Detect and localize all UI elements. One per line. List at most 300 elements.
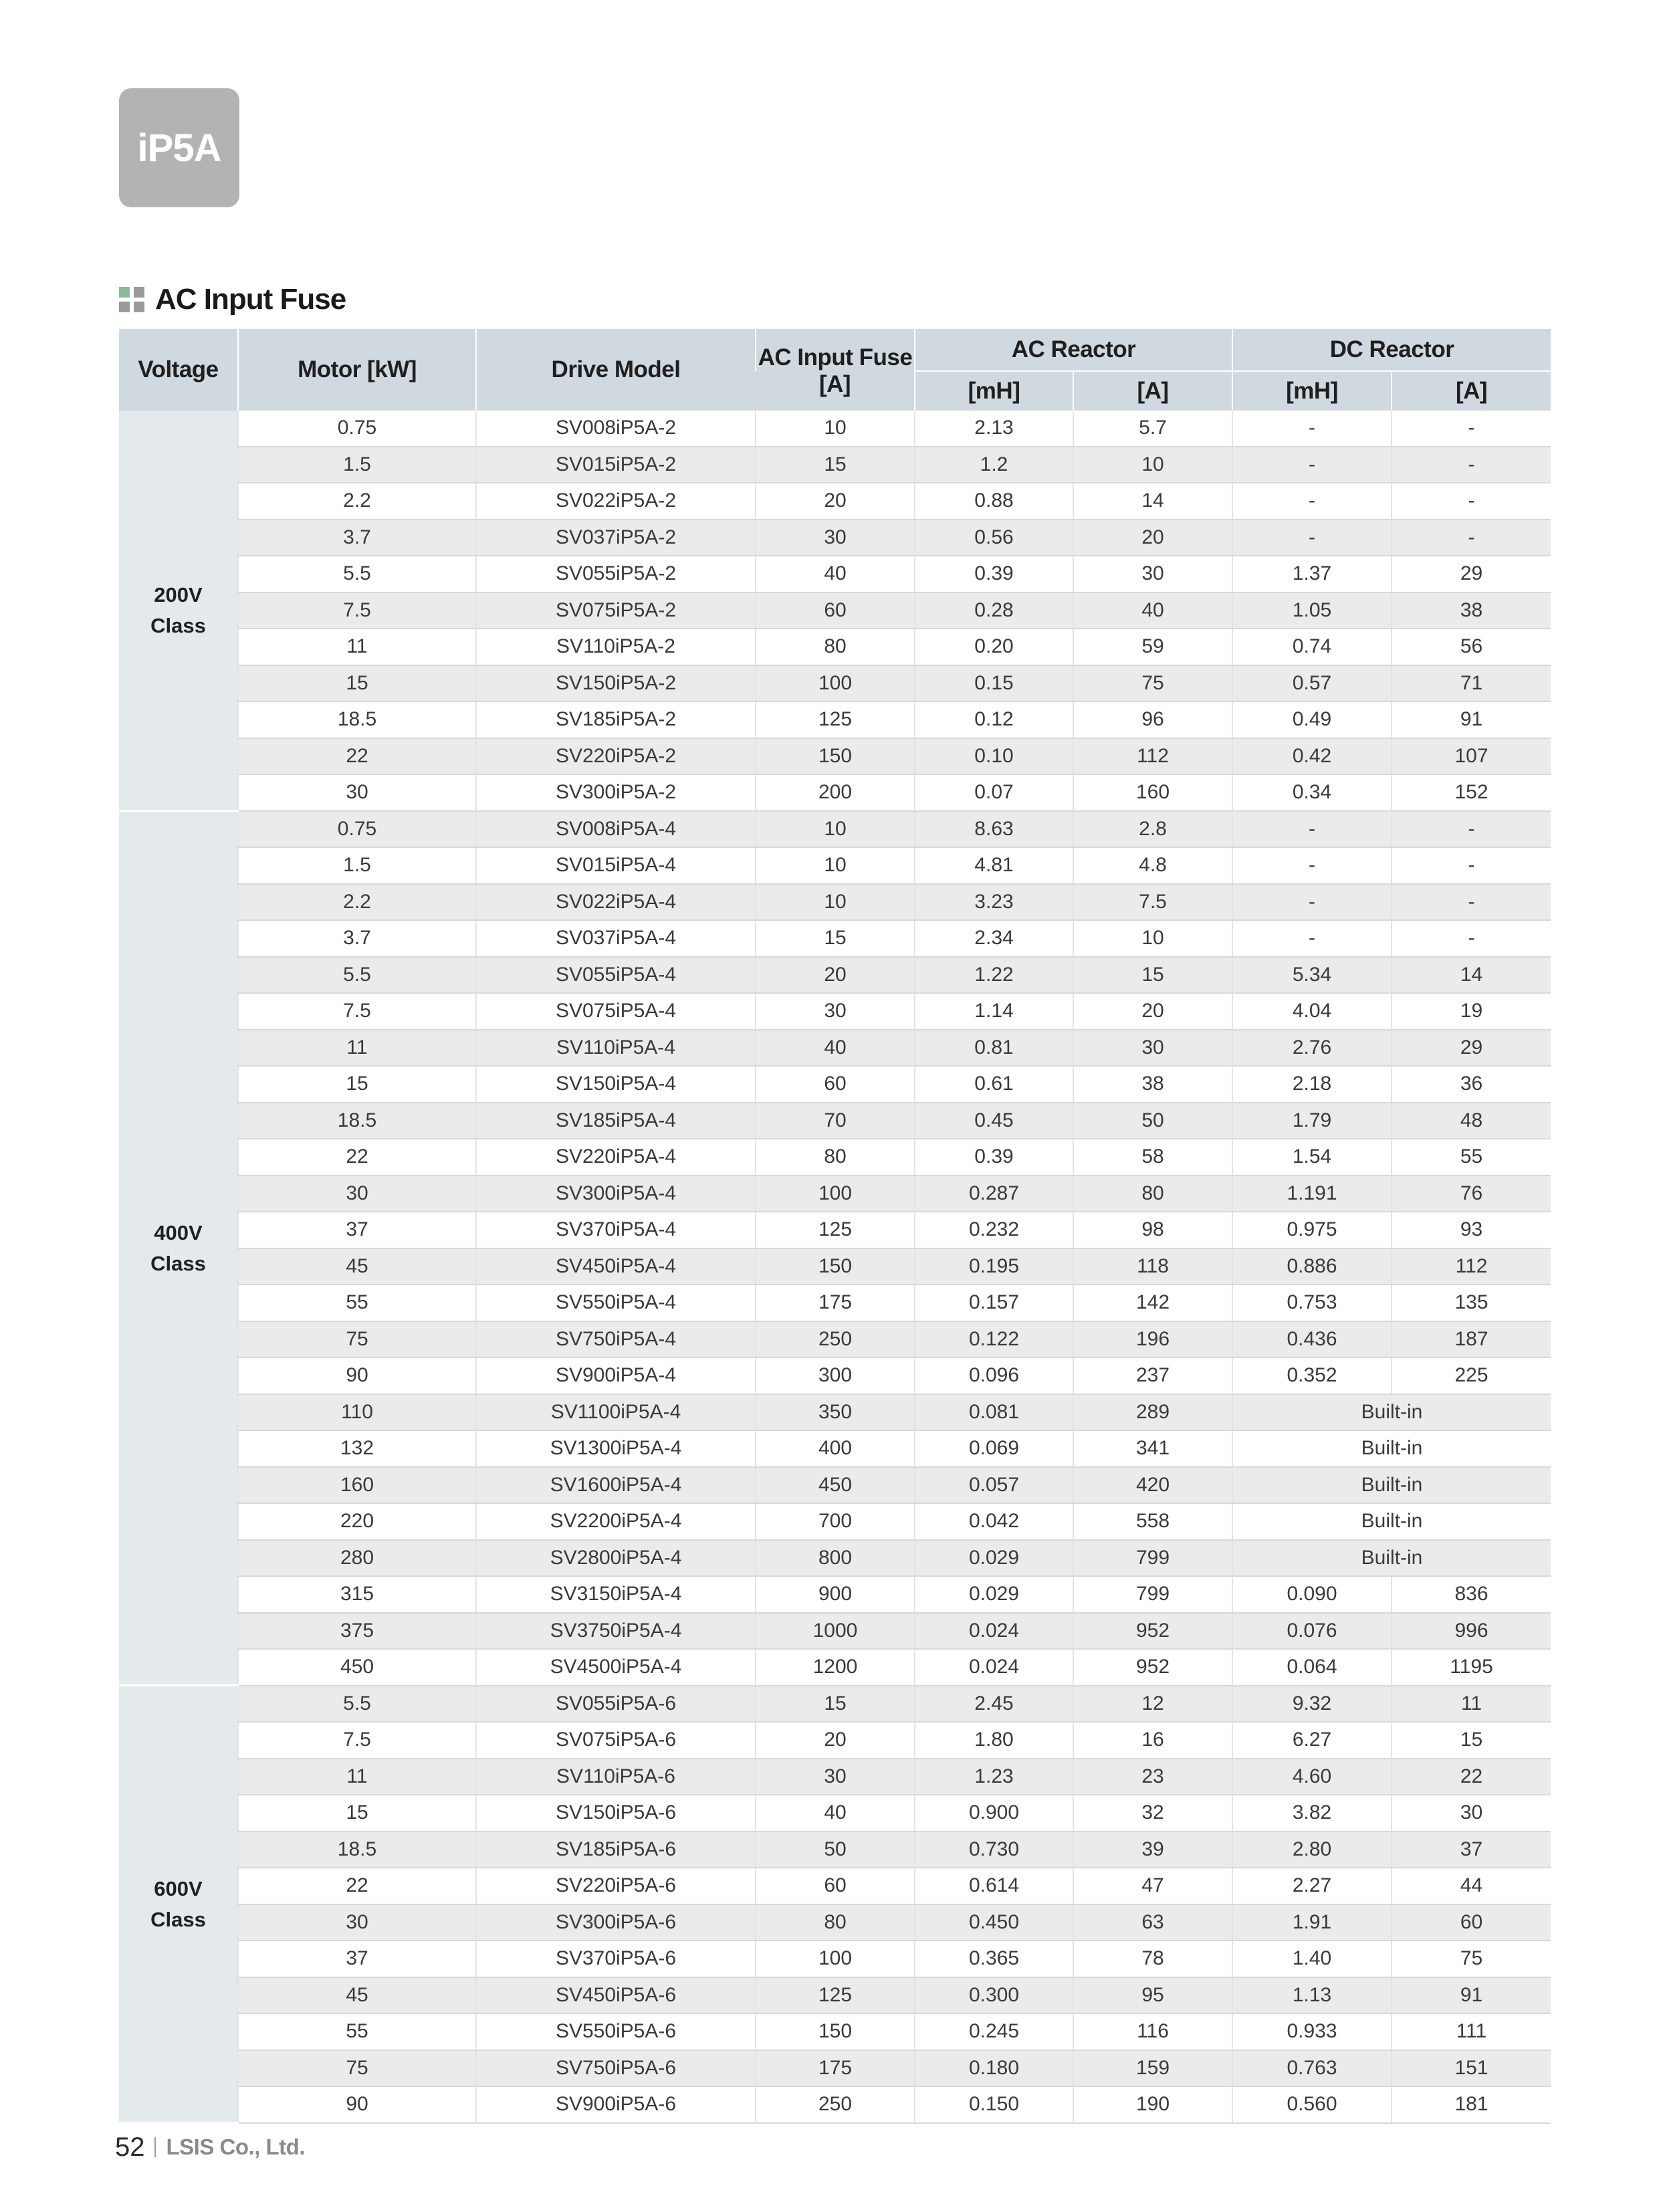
header-dc-mh: [mH] (1232, 371, 1392, 411)
dc-a-cell: 836 (1392, 1576, 1551, 1613)
fuse-a-cell: 30 (756, 1759, 915, 1795)
dc-mh-cell: 9.32 (1232, 1686, 1392, 1723)
dc-mh-cell: 0.34 (1232, 774, 1392, 811)
table-row (119, 520, 1551, 556)
drive-model-cell: SV055iP5A-4 (476, 957, 756, 994)
dc-a-cell: 14 (1392, 957, 1551, 994)
table-row (119, 556, 1551, 592)
ac-mh-cell: 0.20 (915, 629, 1073, 665)
voltage-class-label: 200V (154, 582, 203, 606)
ac-a-cell: 16 (1073, 1722, 1232, 1759)
table-row (119, 847, 1551, 884)
ac-mh-cell: 8.63 (915, 811, 1073, 848)
table-row (119, 1686, 1551, 1723)
motor-kw-cell: 15 (238, 665, 476, 702)
table-row (119, 1467, 1551, 1504)
table-row (119, 665, 1551, 702)
drive-model-cell: SV150iP5A-6 (476, 1795, 756, 1832)
dc-mh-cell: - (1232, 483, 1392, 520)
fuse-a-cell: 60 (756, 1868, 915, 1904)
fuse-a-cell: 1000 (756, 1613, 915, 1650)
dc-reactor-cell: Built-in (1232, 1430, 1551, 1467)
table-row (119, 957, 1551, 994)
motor-kw-cell: 1.5 (238, 447, 476, 483)
ac-a-cell: 5.7 (1073, 411, 1232, 447)
dc-a-cell: 91 (1392, 701, 1551, 738)
fuse-a-cell: 15 (756, 1686, 915, 1723)
ac-mh-cell: 4.81 (915, 847, 1073, 884)
dc-a-cell: 112 (1392, 1248, 1551, 1285)
ac-a-cell: 799 (1073, 1540, 1232, 1577)
drive-model-cell: SV075iP5A-4 (476, 993, 756, 1030)
motor-kw-cell: 22 (238, 1868, 476, 1904)
dc-a-cell: 48 (1392, 1103, 1551, 1139)
dc-a-cell: 55 (1392, 1139, 1551, 1176)
table-row (119, 1576, 1551, 1613)
fuse-a-cell: 10 (756, 811, 915, 848)
ac-a-cell: 59 (1073, 629, 1232, 665)
motor-kw-cell: 30 (238, 774, 476, 811)
ac-mh-cell: 0.900 (915, 1795, 1073, 1832)
table-row (119, 1030, 1551, 1067)
ac-a-cell: 32 (1073, 1795, 1232, 1832)
motor-kw-cell: 450 (238, 1649, 476, 1686)
motor-kw-cell: 22 (238, 1139, 476, 1176)
fuse-a-cell: 100 (756, 665, 915, 702)
ac-a-cell: 10 (1073, 920, 1232, 957)
header-motor: Motor [kW] (238, 329, 476, 411)
ac-mh-cell: 1.23 (915, 1759, 1073, 1795)
ac-a-cell: 952 (1073, 1613, 1232, 1650)
dc-mh-cell: 4.04 (1232, 993, 1392, 1030)
motor-kw-cell: 7.5 (238, 993, 476, 1030)
ac-a-cell: 38 (1073, 1066, 1232, 1103)
dc-mh-cell: 1.37 (1232, 556, 1392, 592)
ac-mh-cell: 0.029 (915, 1576, 1073, 1613)
ac-a-cell: 952 (1073, 1649, 1232, 1686)
ac-mh-cell: 0.28 (915, 592, 1073, 629)
table-row (119, 2086, 1551, 2123)
motor-kw-cell: 0.75 (238, 411, 476, 447)
dc-mh-cell: 0.436 (1232, 1321, 1392, 1358)
table-row (119, 738, 1551, 775)
motor-kw-cell: 3.7 (238, 920, 476, 957)
fuse-a-cell: 10 (756, 847, 915, 884)
drive-model-cell: SV750iP5A-6 (476, 2050, 756, 2087)
table-row (119, 1139, 1551, 1176)
fuse-a-cell: 40 (756, 556, 915, 592)
motor-kw-cell: 160 (238, 1467, 476, 1504)
ac-a-cell: 80 (1073, 1176, 1232, 1212)
ac-mh-cell: 0.61 (915, 1066, 1073, 1103)
section-title: AC Input Fuse (155, 283, 346, 316)
ac-mh-cell: 0.042 (915, 1503, 1073, 1540)
ac-a-cell: 112 (1073, 738, 1232, 775)
ac-mh-cell: 0.069 (915, 1430, 1073, 1467)
ac-mh-cell: 0.88 (915, 483, 1073, 520)
drive-model-cell: SV185iP5A-6 (476, 1832, 756, 1868)
dc-a-cell: 107 (1392, 738, 1551, 775)
dc-mh-cell: 0.886 (1232, 1248, 1392, 1285)
table-row (119, 1722, 1551, 1759)
voltage-class-label: Class (150, 1907, 206, 1931)
table-row (119, 1868, 1551, 1904)
drive-model-cell: SV750iP5A-4 (476, 1321, 756, 1358)
table-row (119, 1212, 1551, 1248)
drive-model-cell: SV110iP5A-6 (476, 1759, 756, 1795)
fuse-a-cell: 40 (756, 1795, 915, 1832)
fuse-a-cell: 250 (756, 2086, 915, 2123)
ac-mh-cell: 1.14 (915, 993, 1073, 1030)
ac-mh-cell: 2.34 (915, 920, 1073, 957)
ac-a-cell: 799 (1073, 1576, 1232, 1613)
ac-a-cell: 14 (1073, 483, 1232, 520)
ac-mh-cell: 0.81 (915, 1030, 1073, 1067)
fuse-a-cell: 60 (756, 592, 915, 629)
motor-kw-cell: 18.5 (238, 701, 476, 738)
drive-model-cell: SV185iP5A-2 (476, 701, 756, 738)
fuse-a-cell: 300 (756, 1357, 915, 1394)
table-row (119, 993, 1551, 1030)
header-fuse-unit: [A] (756, 371, 915, 411)
fuse-a-cell: 70 (756, 1103, 915, 1139)
motor-kw-cell: 11 (238, 1759, 476, 1795)
fuse-a-cell: 10 (756, 411, 915, 447)
ac-mh-cell: 0.07 (915, 774, 1073, 811)
table-row (119, 1394, 1551, 1431)
table-row (119, 1649, 1551, 1686)
fuse-a-cell: 175 (756, 2050, 915, 2087)
dc-a-cell: 93 (1392, 1212, 1551, 1248)
fuse-a-cell: 250 (756, 1321, 915, 1358)
fuse-a-cell: 900 (756, 1576, 915, 1613)
drive-model-cell: SV150iP5A-4 (476, 1066, 756, 1103)
ac-a-cell: 196 (1073, 1321, 1232, 1358)
drive-model-cell: SV4500iP5A-4 (476, 1649, 756, 1686)
dc-mh-cell: - (1232, 447, 1392, 483)
table-row (119, 1248, 1551, 1285)
drive-model-cell: SV550iP5A-6 (476, 2013, 756, 2050)
drive-model-cell: SV900iP5A-4 (476, 1357, 756, 1394)
dc-a-cell: - (1392, 847, 1551, 884)
motor-kw-cell: 15 (238, 1066, 476, 1103)
dc-a-cell: - (1392, 811, 1551, 848)
voltage-class-cell (119, 1686, 238, 2123)
voltage-class-label: 600V (154, 1876, 203, 1900)
drive-model-cell: SV300iP5A-6 (476, 1904, 756, 1941)
motor-kw-cell: 15 (238, 1795, 476, 1832)
dc-a-cell: - (1392, 884, 1551, 921)
ac-mh-cell: 0.287 (915, 1176, 1073, 1212)
ac-mh-cell: 0.15 (915, 665, 1073, 702)
footer-divider (154, 2137, 156, 2157)
motor-kw-cell: 2.2 (238, 483, 476, 520)
ac-a-cell: 159 (1073, 2050, 1232, 2087)
drive-model-cell: SV037iP5A-2 (476, 520, 756, 556)
ac-a-cell: 4.8 (1073, 847, 1232, 884)
table-row (119, 411, 1551, 447)
motor-kw-cell: 90 (238, 1357, 476, 1394)
dc-a-cell: 75 (1392, 1941, 1551, 1977)
fuse-a-cell: 20 (756, 1722, 915, 1759)
drive-model-cell: SV370iP5A-6 (476, 1941, 756, 1977)
ac-a-cell: 50 (1073, 1103, 1232, 1139)
ac-mh-cell: 0.300 (915, 1977, 1073, 2014)
motor-kw-cell: 5.5 (238, 1686, 476, 1723)
ac-a-cell: 30 (1073, 556, 1232, 592)
fuse-a-cell: 80 (756, 1139, 915, 1176)
dc-a-cell: - (1392, 411, 1551, 447)
dc-mh-cell: - (1232, 520, 1392, 556)
dc-reactor-cell: Built-in (1232, 1540, 1551, 1577)
ac-a-cell: 30 (1073, 1030, 1232, 1067)
table-row (119, 447, 1551, 483)
drive-model-cell: SV037iP5A-4 (476, 920, 756, 957)
fuse-a-cell: 100 (756, 1176, 915, 1212)
dc-mh-cell: 1.91 (1232, 1904, 1392, 1941)
ac-a-cell: 75 (1073, 665, 1232, 702)
motor-kw-cell: 5.5 (238, 957, 476, 994)
fuse-a-cell: 800 (756, 1540, 915, 1577)
drive-model-cell: SV110iP5A-4 (476, 1030, 756, 1067)
ac-a-cell: 95 (1073, 1977, 1232, 2014)
dc-a-cell: 30 (1392, 1795, 1551, 1832)
table-row (119, 701, 1551, 738)
ac-mh-cell: 0.180 (915, 2050, 1073, 2087)
dc-a-cell: 22 (1392, 1759, 1551, 1795)
motor-kw-cell: 55 (238, 1285, 476, 1321)
dc-a-cell: 60 (1392, 1904, 1551, 1941)
dc-mh-cell: 1.54 (1232, 1139, 1392, 1176)
ac-mh-cell: 0.096 (915, 1357, 1073, 1394)
fuse-a-cell: 30 (756, 520, 915, 556)
drive-model-cell: SV1300iP5A-4 (476, 1430, 756, 1467)
dc-a-cell: 15 (1392, 1722, 1551, 1759)
drive-model-cell: SV110iP5A-2 (476, 629, 756, 665)
ac-mh-cell: 0.057 (915, 1467, 1073, 1504)
drive-model-cell: SV220iP5A-2 (476, 738, 756, 775)
ac-mh-cell: 0.450 (915, 1904, 1073, 1941)
motor-kw-cell: 45 (238, 1248, 476, 1285)
table-row (119, 1941, 1551, 1977)
fuse-a-cell: 150 (756, 738, 915, 775)
fuse-a-cell: 50 (756, 1832, 915, 1868)
drive-model-cell: SV015iP5A-4 (476, 847, 756, 884)
drive-model-cell: SV1600iP5A-4 (476, 1467, 756, 1504)
drive-model-cell: SV022iP5A-2 (476, 483, 756, 520)
fuse-a-cell: 200 (756, 774, 915, 811)
motor-kw-cell: 18.5 (238, 1832, 476, 1868)
dc-a-cell: 38 (1392, 592, 1551, 629)
fuse-a-cell: 30 (756, 993, 915, 1030)
drive-model-cell: SV3750iP5A-4 (476, 1613, 756, 1650)
drive-model-cell: SV2800iP5A-4 (476, 1540, 756, 1577)
dc-mh-cell: - (1232, 411, 1392, 447)
motor-kw-cell: 0.75 (238, 811, 476, 848)
voltage-class-cell (119, 811, 238, 1686)
dc-mh-cell: - (1232, 847, 1392, 884)
table-row (119, 1795, 1551, 1832)
dc-a-cell: 181 (1392, 2086, 1551, 2123)
drive-model-cell: SV008iP5A-2 (476, 411, 756, 447)
table-body (119, 411, 1551, 2123)
ac-mh-cell: 3.23 (915, 884, 1073, 921)
fuse-a-cell: 350 (756, 1394, 915, 1431)
motor-kw-cell: 7.5 (238, 592, 476, 629)
table-row (119, 811, 1551, 848)
header-dc-reactor: DC Reactor (1232, 329, 1551, 371)
ac-a-cell: 58 (1073, 1139, 1232, 1176)
dc-a-cell: 151 (1392, 2050, 1551, 2087)
table-row (119, 1357, 1551, 1394)
dc-a-cell: - (1392, 520, 1551, 556)
ac-mh-cell: 0.614 (915, 1868, 1073, 1904)
drive-model-cell: SV300iP5A-4 (476, 1176, 756, 1212)
voltage-class-label: Class (150, 1251, 206, 1275)
fuse-a-cell: 100 (756, 1941, 915, 1977)
dc-mh-cell: 1.40 (1232, 1941, 1392, 1977)
fuse-a-cell: 700 (756, 1503, 915, 1540)
table-row (119, 920, 1551, 957)
fuse-a-cell: 400 (756, 1430, 915, 1467)
ac-mh-cell: 1.2 (915, 447, 1073, 483)
ac-a-cell: 420 (1073, 1467, 1232, 1504)
ac-a-cell: 341 (1073, 1430, 1232, 1467)
page-footer (115, 2130, 305, 2164)
dc-a-cell: 91 (1392, 1977, 1551, 2014)
ac-a-cell: 10 (1073, 447, 1232, 483)
ac-mh-cell: 0.39 (915, 1139, 1073, 1176)
dc-a-cell: 135 (1392, 1285, 1551, 1321)
ac-a-cell: 15 (1073, 957, 1232, 994)
dc-mh-cell: 2.27 (1232, 1868, 1392, 1904)
fuse-a-cell: 150 (756, 1248, 915, 1285)
dc-mh-cell: 0.49 (1232, 701, 1392, 738)
motor-kw-cell: 3.7 (238, 520, 476, 556)
table-row (119, 483, 1551, 520)
fuse-a-cell: 1200 (756, 1649, 915, 1686)
dc-mh-cell: 0.352 (1232, 1357, 1392, 1394)
table-row (119, 2050, 1551, 2087)
voltage-class-label: 400V (154, 1220, 203, 1244)
motor-kw-cell: 315 (238, 1576, 476, 1613)
dc-mh-cell: 2.18 (1232, 1066, 1392, 1103)
table-row (119, 629, 1551, 665)
dc-a-cell: 29 (1392, 556, 1551, 592)
drive-model-cell: SV3150iP5A-4 (476, 1576, 756, 1613)
dc-mh-cell: 2.76 (1232, 1030, 1392, 1067)
dc-a-cell: 111 (1392, 2013, 1551, 2050)
header-ac-mh: [mH] (915, 371, 1073, 411)
header-ac-reactor: AC Reactor (915, 329, 1232, 371)
fuse-a-cell: 80 (756, 629, 915, 665)
dc-mh-cell: 0.763 (1232, 2050, 1392, 2087)
dc-a-cell: - (1392, 447, 1551, 483)
voltage-class-label: Class (150, 613, 206, 637)
table-row (119, 1103, 1551, 1139)
ac-mh-cell: 0.150 (915, 2086, 1073, 2123)
dc-mh-cell: 0.560 (1232, 2086, 1392, 2123)
ac-a-cell: 12 (1073, 1686, 1232, 1723)
dc-a-cell: 44 (1392, 1868, 1551, 1904)
fuse-a-cell: 175 (756, 1285, 915, 1321)
motor-kw-cell: 11 (238, 1030, 476, 1067)
drive-model-cell: SV150iP5A-2 (476, 665, 756, 702)
table-row (119, 1832, 1551, 1868)
dc-mh-cell: 0.975 (1232, 1212, 1392, 1248)
dc-mh-cell: - (1232, 811, 1392, 848)
motor-kw-cell: 2.2 (238, 884, 476, 921)
ac-a-cell: 118 (1073, 1248, 1232, 1285)
fuse-a-cell: 450 (756, 1467, 915, 1504)
ac-mh-cell: 0.56 (915, 520, 1073, 556)
ac-a-cell: 7.5 (1073, 884, 1232, 921)
dc-mh-cell: 0.57 (1232, 665, 1392, 702)
dc-mh-cell: 0.064 (1232, 1649, 1392, 1686)
ac-a-cell: 20 (1073, 520, 1232, 556)
ac-mh-cell: 0.157 (915, 1285, 1073, 1321)
ac-a-cell: 2.8 (1073, 811, 1232, 848)
ac-mh-cell: 1.80 (915, 1722, 1073, 1759)
motor-kw-cell: 55 (238, 2013, 476, 2050)
ac-mh-cell: 0.195 (915, 1248, 1073, 1285)
fuse-a-cell: 125 (756, 701, 915, 738)
ac-a-cell: 23 (1073, 1759, 1232, 1795)
table-row (119, 1430, 1551, 1467)
dc-reactor-cell: Built-in (1232, 1503, 1551, 1540)
dc-a-cell: 996 (1392, 1613, 1551, 1650)
dc-mh-cell: 6.27 (1232, 1722, 1392, 1759)
drive-model-cell: SV075iP5A-2 (476, 592, 756, 629)
motor-kw-cell: 37 (238, 1212, 476, 1248)
ac-a-cell: 20 (1073, 993, 1232, 1030)
table-row (119, 1759, 1551, 1795)
table-row (119, 1321, 1551, 1358)
dc-mh-cell: 2.80 (1232, 1832, 1392, 1868)
drive-model-cell: SV450iP5A-4 (476, 1248, 756, 1285)
drive-model-cell: SV550iP5A-4 (476, 1285, 756, 1321)
table-row (119, 1285, 1551, 1321)
motor-kw-cell: 11 (238, 629, 476, 665)
dc-mh-cell: 0.74 (1232, 629, 1392, 665)
motor-kw-cell: 75 (238, 1321, 476, 1358)
drive-model-cell: SV1100iP5A-4 (476, 1394, 756, 1431)
dc-mh-cell: - (1232, 920, 1392, 957)
company-name: LSIS Co., Ltd. (166, 2134, 305, 2159)
ac-mh-cell: 2.45 (915, 1686, 1073, 1723)
dc-mh-cell: 0.090 (1232, 1576, 1392, 1613)
fuse-a-cell: 20 (756, 957, 915, 994)
dc-mh-cell: 1.191 (1232, 1176, 1392, 1212)
drive-model-cell: SV220iP5A-6 (476, 1868, 756, 1904)
table-row (119, 1066, 1551, 1103)
ac-a-cell: 39 (1073, 1832, 1232, 1868)
table-row (119, 884, 1551, 921)
motor-kw-cell: 22 (238, 738, 476, 775)
ac-a-cell: 40 (1073, 592, 1232, 629)
dc-mh-cell: 0.753 (1232, 1285, 1392, 1321)
ac-mh-cell: 0.081 (915, 1394, 1073, 1431)
ac-a-cell: 98 (1073, 1212, 1232, 1248)
ac-a-cell: 142 (1073, 1285, 1232, 1321)
dc-reactor-cell: Built-in (1232, 1467, 1551, 1504)
ac-mh-cell: 2.13 (915, 411, 1073, 447)
ac-mh-cell: 0.365 (915, 1941, 1073, 1977)
ac-mh-cell: 0.024 (915, 1649, 1073, 1686)
fuse-a-cell: 15 (756, 920, 915, 957)
header-voltage: Voltage (119, 329, 238, 411)
table-row (119, 1977, 1551, 2014)
